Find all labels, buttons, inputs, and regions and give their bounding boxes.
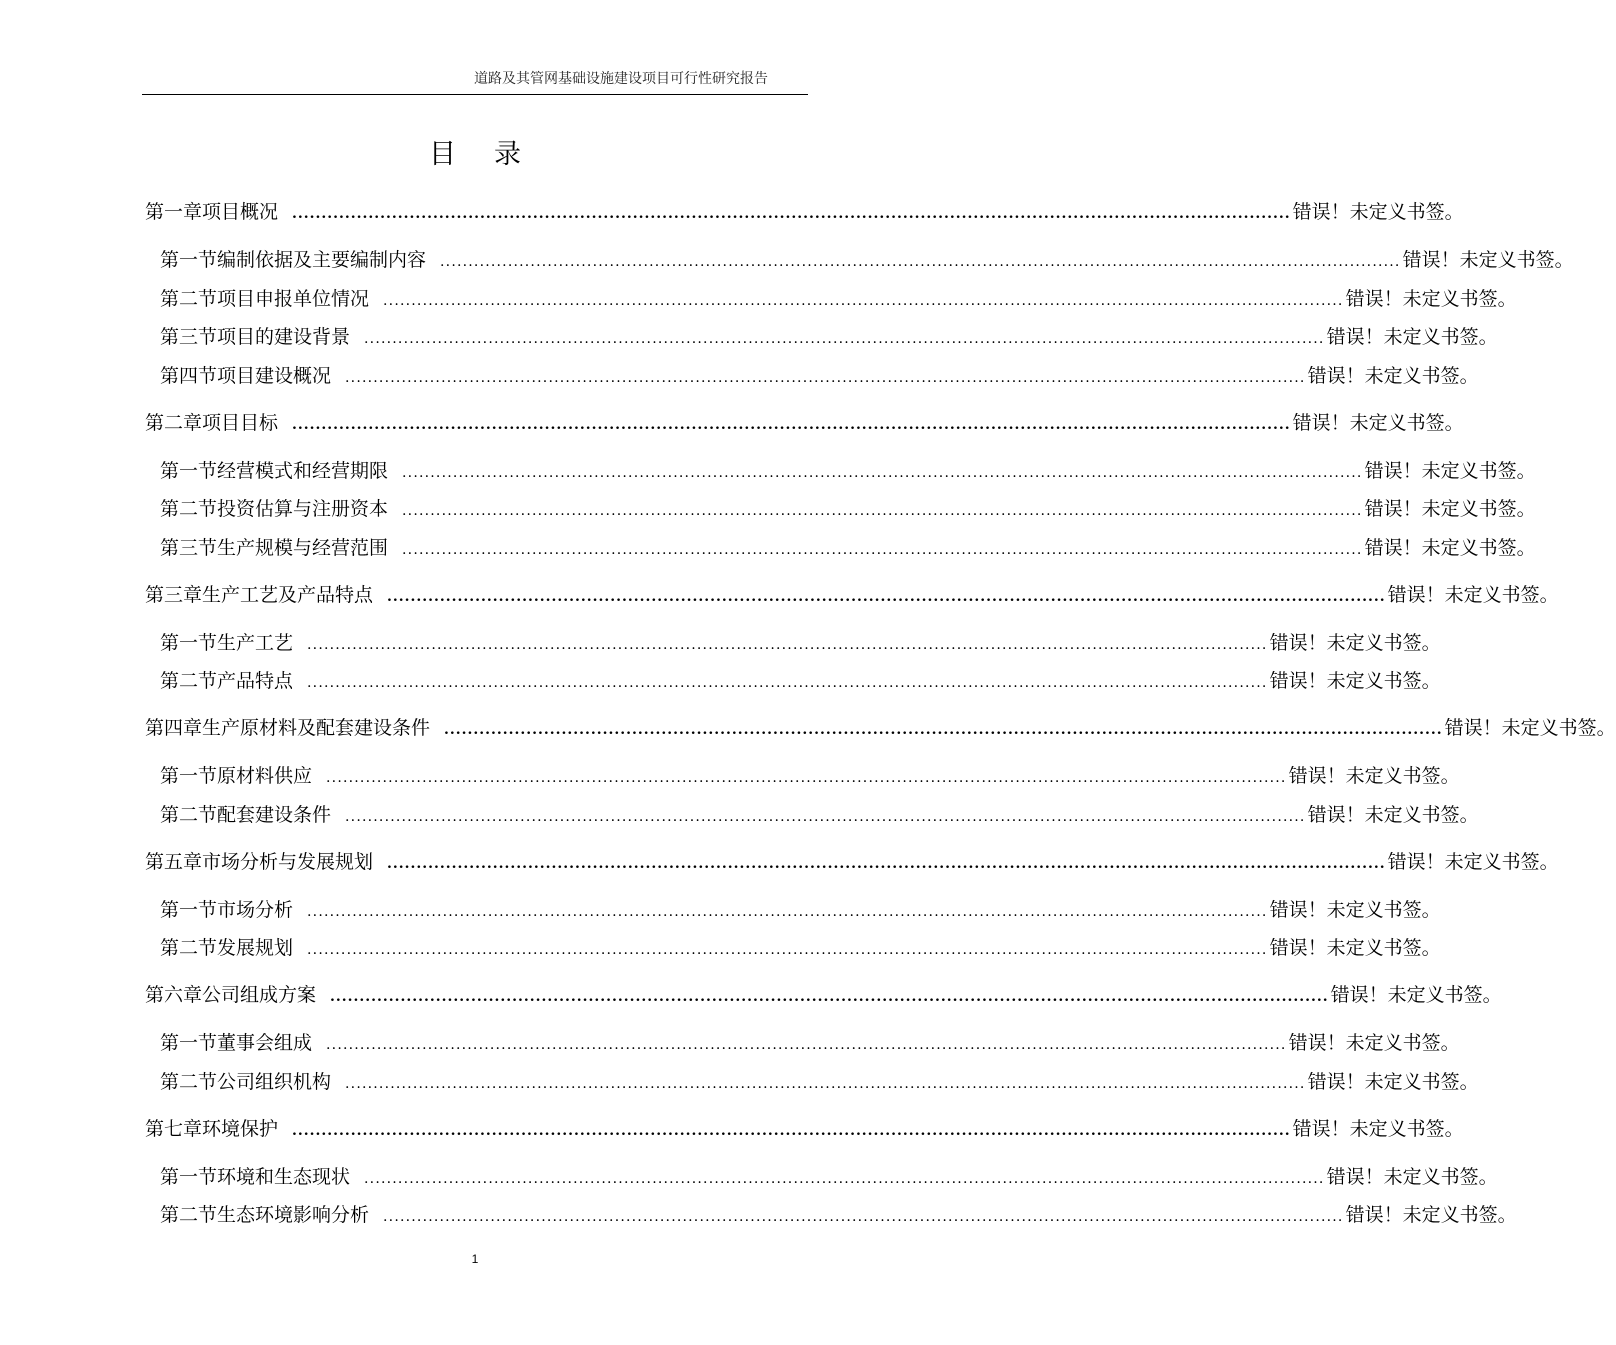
dot-leader: .......................................................................................................................................................................... bbox=[402, 503, 1363, 519]
dot-leader: .......................................................................................................................................................................... bbox=[307, 903, 1268, 920]
page-reference: 错误！未定义书签。 bbox=[1345, 1204, 1517, 1226]
page-number: 1 bbox=[471, 1252, 479, 1266]
page-reference: 错误！未定义书签。 bbox=[1387, 583, 1559, 606]
section-number: 第二节 bbox=[160, 670, 218, 692]
page-reference: 错误！未定义书签。 bbox=[1292, 201, 1464, 223]
section-title: 环境和生态现状 bbox=[217, 1165, 351, 1188]
dot-leader: .......................................................................................................................................................................... bbox=[364, 331, 1325, 347]
section-number: 第二节 bbox=[160, 1204, 218, 1226]
toc-section-entry[interactable] bbox=[160, 284, 1517, 310]
section-number: 第一节 bbox=[160, 898, 218, 921]
page-reference: 错误！未定义书签。 bbox=[1288, 765, 1460, 787]
section-number: 第三节 bbox=[160, 536, 218, 559]
toc-section-entry[interactable] bbox=[160, 361, 1479, 387]
toc-chapter-entry[interactable] bbox=[145, 197, 1464, 223]
dot-leader: .......................................................................................................................................................................... bbox=[330, 989, 1329, 1005]
page-reference: 错误！未定义书签。 bbox=[1444, 717, 1616, 739]
toc-section-entry[interactable] bbox=[160, 1067, 1479, 1093]
page-reference: 错误！未定义书签。 bbox=[1345, 287, 1517, 310]
dot-leader: .......................................................................................................................................................................... bbox=[307, 942, 1268, 958]
page-reference: 错误！未定义书签。 bbox=[1292, 411, 1464, 434]
page-reference: 错误！未定义书签。 bbox=[1326, 326, 1498, 348]
toc-section-entry[interactable] bbox=[160, 628, 1441, 654]
chapter-title: 项目目标 bbox=[202, 411, 279, 434]
toc-section-entry[interactable] bbox=[160, 1162, 1498, 1188]
page-reference: 错误！未定义书签。 bbox=[1364, 536, 1536, 559]
page-reference: 错误！未定义书签。 bbox=[1330, 984, 1502, 1006]
dot-leader: .......................................................................................................................................................................... bbox=[345, 369, 1306, 386]
section-number: 第二节 bbox=[160, 1070, 218, 1093]
page-reference: 错误！未定义书签。 bbox=[1269, 631, 1441, 654]
dot-leader: .......................................................................................................................................................................... bbox=[326, 770, 1287, 786]
toc-section-entry[interactable] bbox=[160, 933, 1441, 959]
section-number: 第二节 bbox=[160, 803, 218, 826]
dot-leader: .......................................................................................................................................................................... bbox=[364, 1170, 1325, 1187]
page-reference: 错误！未定义书签。 bbox=[1269, 670, 1441, 692]
dot-leader: .......................................................................................................................................................................... bbox=[307, 675, 1268, 691]
section-title: 公司组织机构 bbox=[217, 1070, 332, 1093]
toc-section-entry[interactable] bbox=[160, 456, 1536, 482]
toc-section-entry[interactable] bbox=[160, 494, 1536, 520]
dot-leader: .......................................................................................................................................................................... bbox=[402, 541, 1363, 558]
toc-section-entry[interactable] bbox=[160, 761, 1460, 787]
toc-section-entry[interactable] bbox=[160, 895, 1441, 921]
chapter-title: 环境保护 bbox=[202, 1117, 279, 1140]
dot-leader: .......................................................................................................................................................................... bbox=[345, 808, 1306, 825]
section-number: 第一节 bbox=[160, 459, 218, 482]
dot-leader: .......................................................................................................................................................................... bbox=[383, 292, 1344, 309]
section-number: 第一节 bbox=[160, 1032, 218, 1054]
page-reference: 错误！未定义书签。 bbox=[1292, 1117, 1464, 1140]
section-title: 生产规模与经营范围 bbox=[217, 536, 389, 559]
section-number: 第一节 bbox=[160, 1165, 218, 1188]
page-reference: 错误！未定义书签。 bbox=[1326, 1165, 1498, 1188]
dot-leader: .......................................................................................................................................................................... bbox=[307, 636, 1268, 653]
section-title: 投资估算与注册资本 bbox=[217, 498, 389, 520]
section-title: 编制依据及主要编制内容 bbox=[217, 249, 427, 271]
section-title: 项目的建设背景 bbox=[217, 326, 351, 348]
chapter-number: 第六章 bbox=[145, 984, 203, 1006]
chapter-title: 市场分析与发展规划 bbox=[202, 850, 374, 873]
dot-leader: .......................................................................................................................................................................... bbox=[292, 1122, 1291, 1139]
dot-leader: .......................................................................................................................................................................... bbox=[292, 206, 1291, 222]
toc-section-entry[interactable] bbox=[160, 666, 1441, 692]
page-reference: 错误！未定义书签。 bbox=[1269, 898, 1441, 921]
section-number: 第二节 bbox=[160, 937, 218, 959]
section-number: 第一节 bbox=[160, 765, 218, 787]
header-rule bbox=[142, 94, 808, 95]
toc-section-entry[interactable] bbox=[160, 800, 1479, 826]
section-number: 第四节 bbox=[160, 364, 218, 387]
dot-leader: .......................................................................................................................................................................... bbox=[345, 1075, 1306, 1092]
page-reference: 错误！未定义书签。 bbox=[1307, 803, 1479, 826]
dot-leader: .......................................................................................................................................................................... bbox=[440, 254, 1401, 270]
section-title: 原材料供应 bbox=[217, 765, 313, 787]
toc-chapter-entry[interactable] bbox=[145, 1114, 1464, 1140]
section-title: 生态环境影响分析 bbox=[217, 1204, 370, 1226]
section-title: 项目建设概况 bbox=[217, 364, 332, 387]
page-reference: 错误！未定义书签。 bbox=[1288, 1032, 1460, 1054]
page-reference: 错误！未定义书签。 bbox=[1364, 498, 1536, 520]
page-reference: 错误！未定义书签。 bbox=[1307, 364, 1479, 387]
dot-leader: .......................................................................................................................................................................... bbox=[444, 722, 1443, 738]
toc-section-entry[interactable] bbox=[160, 322, 1498, 348]
section-title: 配套建设条件 bbox=[217, 803, 332, 826]
chapter-title: 公司组成方案 bbox=[202, 984, 317, 1006]
section-number: 第一节 bbox=[160, 631, 218, 654]
dot-leader: .......................................................................................................................................................................... bbox=[292, 416, 1291, 433]
chapter-title: 生产原材料及配套建设条件 bbox=[202, 717, 431, 739]
dot-leader: .......................................................................................................................................................................... bbox=[387, 588, 1386, 605]
chapter-title: 项目概况 bbox=[202, 201, 279, 223]
section-number: 第二节 bbox=[160, 287, 218, 310]
toc-section-entry[interactable] bbox=[160, 245, 1574, 271]
chapter-number: 第四章 bbox=[145, 717, 203, 739]
chapter-number: 第一章 bbox=[145, 201, 203, 223]
toc-chapter-entry[interactable] bbox=[145, 847, 1559, 873]
running-header-title: 道路及其管网基础设施建设项目可行性研究报告 bbox=[474, 71, 768, 87]
dot-leader: .......................................................................................................................................................................... bbox=[387, 855, 1386, 872]
section-number: 第二节 bbox=[160, 498, 218, 520]
section-title: 董事会组成 bbox=[217, 1032, 313, 1054]
page-reference: 错误！未定义书签。 bbox=[1307, 1070, 1479, 1093]
toc-section-entry[interactable] bbox=[160, 1200, 1517, 1226]
page-reference: 错误！未定义书签。 bbox=[1269, 937, 1441, 959]
chapter-number: 第七章 bbox=[145, 1117, 203, 1140]
dot-leader: .......................................................................................................................................................................... bbox=[383, 1209, 1344, 1225]
toc-chapter-entry[interactable] bbox=[145, 980, 1502, 1006]
dot-leader: .......................................................................................................................................................................... bbox=[326, 1037, 1287, 1053]
section-title: 生产工艺 bbox=[217, 631, 294, 654]
chapter-number: 第三章 bbox=[145, 583, 203, 606]
page-reference: 错误！未定义书签。 bbox=[1387, 850, 1559, 873]
chapter-number: 第五章 bbox=[145, 850, 203, 873]
section-title: 项目申报单位情况 bbox=[217, 287, 370, 310]
section-number: 第三节 bbox=[160, 326, 218, 348]
chapter-title: 生产工艺及产品特点 bbox=[202, 583, 374, 606]
page-reference: 错误！未定义书签。 bbox=[1402, 249, 1574, 271]
page-reference: 错误！未定义书签。 bbox=[1364, 459, 1536, 482]
toc-title: 目录 bbox=[429, 139, 559, 170]
section-title: 市场分析 bbox=[217, 898, 294, 921]
chapter-number: 第二章 bbox=[145, 411, 203, 434]
toc-chapter-entry[interactable] bbox=[145, 580, 1559, 606]
toc-chapter-entry[interactable] bbox=[145, 408, 1464, 434]
section-number: 第一节 bbox=[160, 249, 218, 271]
section-title: 发展规划 bbox=[217, 937, 294, 959]
dot-leader: .......................................................................................................................................................................... bbox=[402, 464, 1363, 481]
toc-chapter-entry[interactable] bbox=[145, 713, 1616, 739]
section-title: 产品特点 bbox=[217, 670, 294, 692]
toc-section-entry[interactable] bbox=[160, 533, 1536, 559]
section-title: 经营模式和经营期限 bbox=[217, 459, 389, 482]
toc-section-entry[interactable] bbox=[160, 1028, 1460, 1054]
